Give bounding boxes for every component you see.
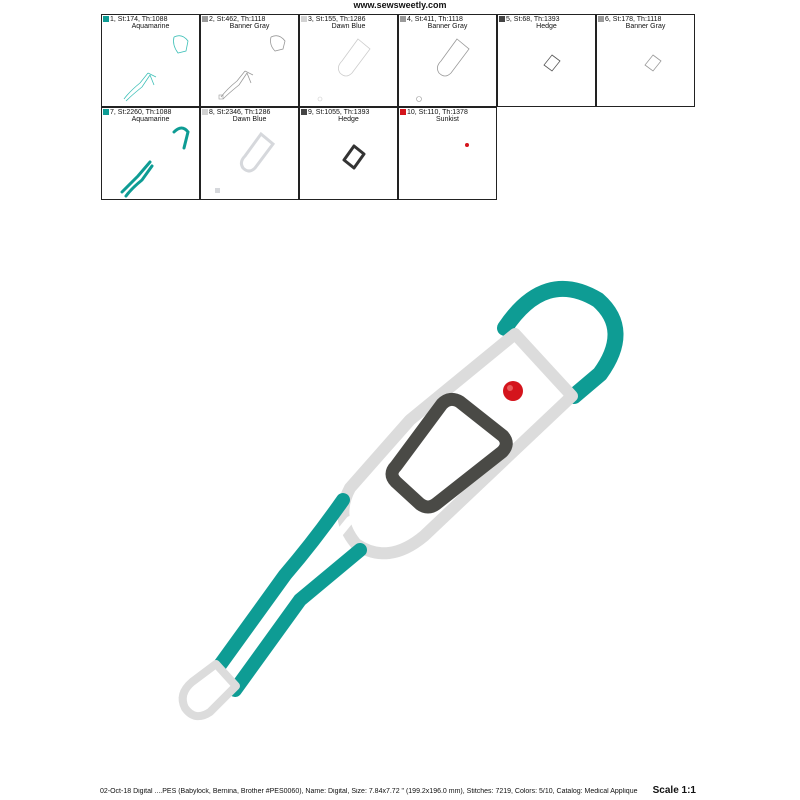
block-10-header: 10, St:110, Th:1378 [407,109,468,116]
block-9-name: Hedge [338,116,359,123]
power-button-dot [503,381,523,401]
block-5-name: Hedge [536,23,557,30]
block-10-preview [399,108,496,199]
block-1-name: Aquamarine [131,23,170,30]
block-6-preview [597,15,694,106]
block-2-preview [201,15,298,106]
color-block-6 [596,14,695,107]
block-3-header: 3, St:155, Th:1286 [308,16,366,23]
block-7-preview [102,108,199,199]
scale-label: Scale 1:1 [652,785,696,796]
block-7-name: Aquamarine [131,116,170,123]
thermometer-design-preview [0,240,800,760]
color-block-9 [299,107,398,200]
block-5-header: 5, St:68, Th:1393 [506,16,560,23]
color-block-8 [200,107,299,200]
block-8-header: 8, St:2346, Th:1286 [209,109,271,116]
block-4-header: 4, St:411, Th:1118 [407,16,463,23]
color-block-5 [497,14,596,107]
color-block-7 [101,107,200,200]
block-6-name: Banner Gray [625,23,666,30]
block-1-header: 1, St:174, Th:1088 [110,16,168,23]
block-8-name: Dawn Blue [232,116,267,123]
thermometer-tip [183,664,236,716]
block-10-name: Sunkist [436,116,459,123]
block-4-name: Banner Gray [427,23,468,30]
block-1-preview [102,15,199,106]
block-2-header: 2, St:462, Th:1118 [209,16,266,23]
color-block-3 [299,14,398,107]
block-9-preview [300,108,397,199]
block-5-preview [498,15,595,106]
block-4-preview [399,15,496,106]
footer-info: 02-Oct-18 Digital ....PES (Babylock, Bernina, Brother #PES0060), Name: Digital, Size: 7.84x7.72 " (199.2x196.0 mm), Stitches: 7219, Colors: 5/10, Catalog: Medical Applique [100,788,638,795]
color-block-10 [398,107,497,200]
block-3-preview [300,15,397,106]
block-3-name: Dawn Blue [331,23,366,30]
block-9-header: 9, St:1055, Th:1393 [308,109,370,116]
color-block-2 [200,14,299,107]
thermometer-stem [227,520,350,678]
block-8-preview [201,108,298,199]
site-url: www.sewsweetly.com [353,0,447,10]
block-7-header: 7, St:2260, Th:1088 [110,109,172,116]
block-6-header: 6, St:178, Th:1118 [605,16,662,23]
color-block-4 [398,14,497,107]
block-2-name: Banner Gray [229,23,270,30]
color-block-grid [101,14,699,201]
color-block-1 [101,14,200,107]
